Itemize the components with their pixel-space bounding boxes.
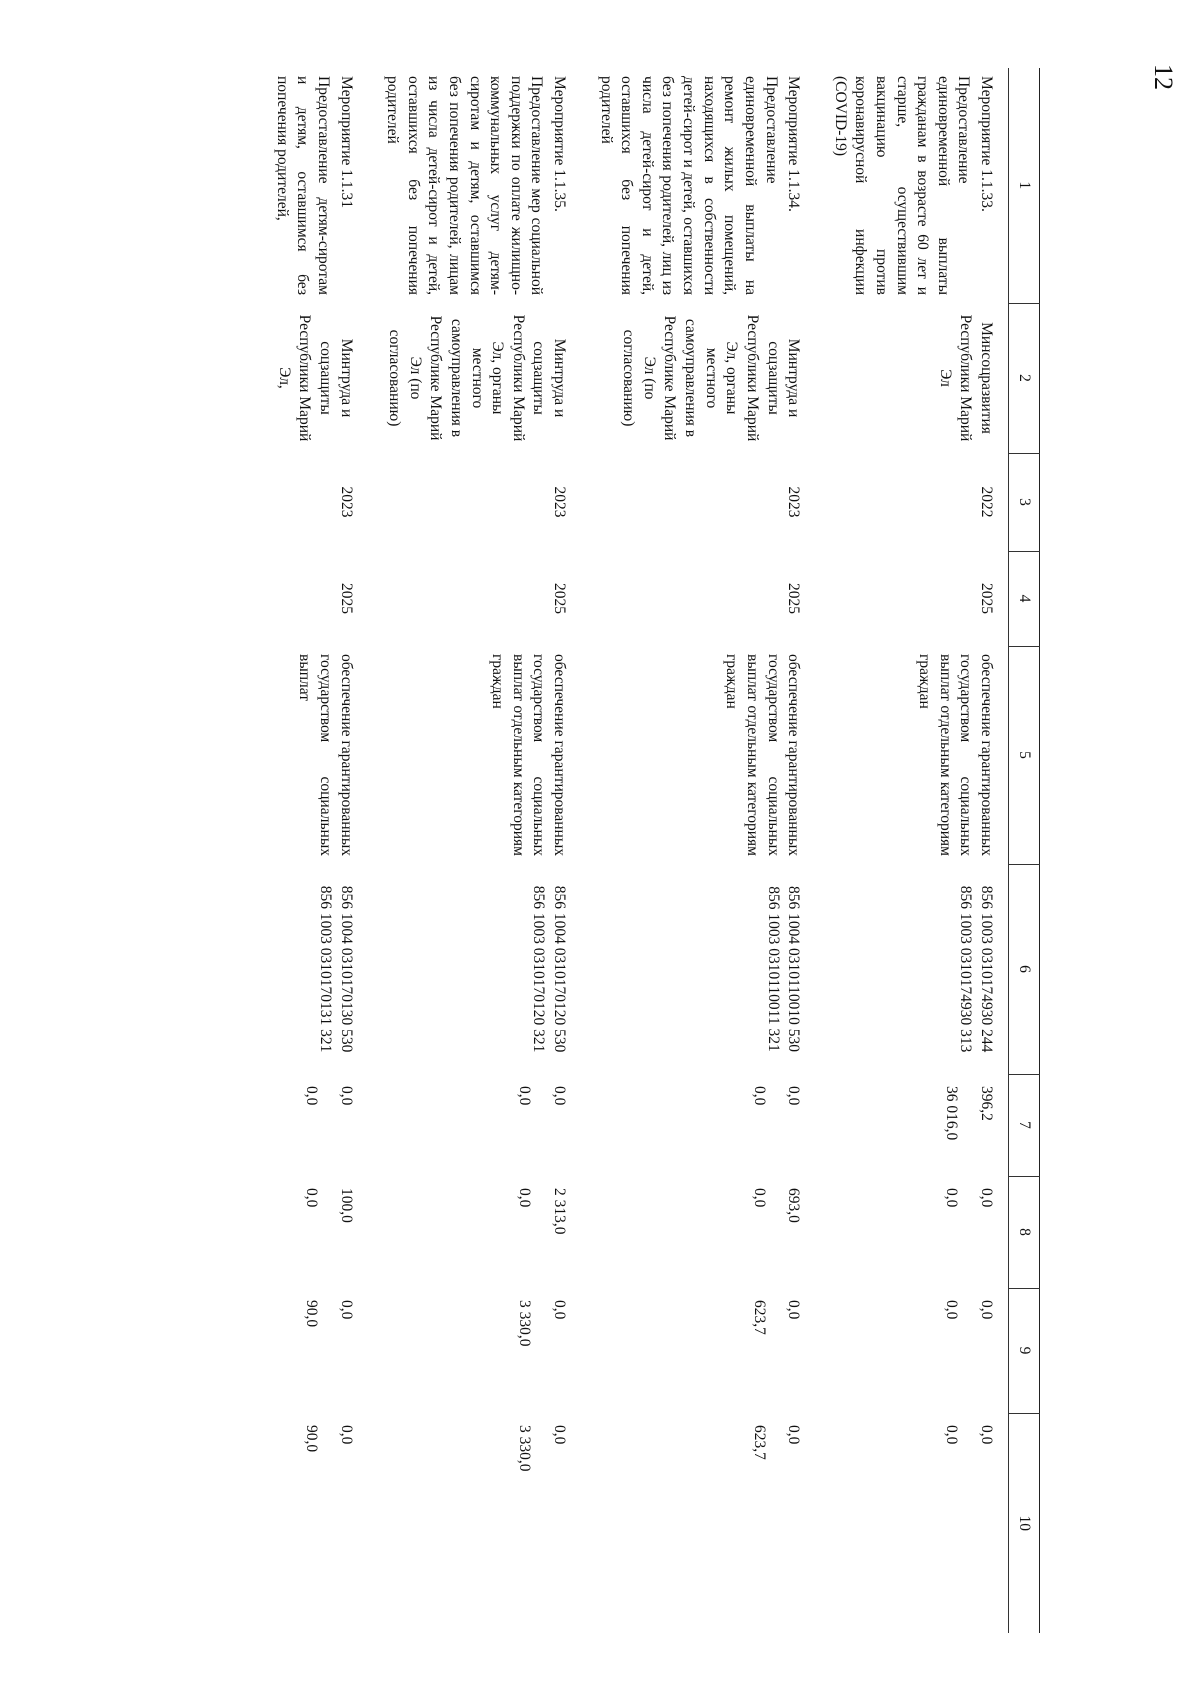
end-year-cell: 2025 [337,583,355,614]
table-row [257,68,367,1633]
value: 0,0 [516,1086,534,1106]
budget-code: 856 1003 0310174930 244 [978,885,995,1053]
measure-title: Мероприятие 1.1.34. [785,76,803,212]
budget-code-cell [368,864,581,1074]
value: 0,0 [337,1425,355,1445]
page-number: 12 [1149,64,1178,90]
value: 0,0 [302,1086,320,1106]
value: 0,0 [785,1425,803,1445]
direction-cell: обеспечение гарантированных государством социальных выплат [296,654,355,856]
value-cell-col7 [581,1074,815,1176]
column-header: 9 [1009,1288,1040,1413]
value-cell-col10 [257,1413,367,1633]
measure-title: Мероприятие 1.1.31 [337,76,355,208]
column-header: 6 [1009,864,1040,1074]
value: 3 330,0 [516,1425,534,1472]
column-header: 7 [1009,1074,1040,1176]
budget-code: 856 1003 0310174930 313 [957,885,975,1053]
budget-code-cell [815,864,1008,1074]
value-cell-col10 [368,1413,581,1633]
executor-cell: Минтруда и соцзащиты Республики Марий Эл, органы местного самоуправления в Республике Марий Эл (по согласованию) [620,314,803,442]
column-header: 5 [1009,646,1040,864]
budget-code: 856 1003 0310170131 321 [316,885,334,1053]
value: 0,0 [516,1188,534,1208]
measure-description: Предоставление мер социальной поддержки по оплате жилищно-коммунальных услуг детям-сиротам и детям, оставшимся без попечения родителей, лицам из числа детей-сирот и детей, оставшихся без попечения родителей [384,76,546,295]
value-cell-col8 [815,1176,1008,1288]
value-cell-col9 [368,1288,581,1413]
value: 623,7 [750,1300,768,1335]
measure-description: Предоставление единовременной выплаты на ремонт жилых помещений, находящихся в собственности детей-сирот и детей, оставшихся без попечения родителей, лиц из числа детей-сирот и детей, оставшихся без попечения родителей [597,76,780,295]
table-row [581,68,815,1633]
value: 0,0 [978,1188,995,1208]
column-header: 1 [1009,68,1040,303]
value: 0,0 [978,1300,995,1320]
program-measures-table [257,68,1040,1633]
measure-cell [581,68,815,303]
budget-code: 856 1003 0310110011 321 [764,886,782,1052]
table-row [368,68,581,1633]
measure-cell [815,68,1008,303]
column-header: 2 [1009,303,1040,453]
measure-description: Предоставление единовременной выплаты гражданам в возрасте 60 лет и старше, осуществившим вакцинацию против коронавирусной инфекции (COVID-19) [831,76,973,295]
value: 0,0 [943,1188,961,1208]
direction-cell: обеспечение гарантированных государством социальных выплат отдельным категориям граждан [489,654,569,856]
executor-cell: Минсоцразвития Республики Марий Эл [936,314,995,442]
value: 2 313,0 [551,1188,569,1235]
budget-code-cell [581,864,815,1074]
value-cell-col7 [257,1074,367,1176]
value: 100,0 [337,1188,355,1223]
value: 90,0 [302,1425,320,1453]
value: 396,2 [978,1086,995,1121]
start-year-cell: 2023 [785,486,803,518]
column-header: 4 [1009,551,1040,646]
value: 36 016,0 [943,1086,961,1141]
value-cell-col8 [368,1176,581,1288]
value: 3 330,0 [516,1300,534,1347]
start-year-cell: 2022 [978,486,995,518]
value-cell-col8 [257,1176,367,1288]
value: 0,0 [943,1425,961,1445]
measure-title: Мероприятие 1.1.33. [978,76,995,212]
value-cell-col9 [815,1288,1008,1413]
measure-description: Предоставление детям-сиротам и детям, оставшимся без попечения родителей, [273,76,332,295]
budget-code-cell [257,864,367,1074]
value: 0,0 [750,1086,768,1106]
column-number-header-row [1009,68,1040,1633]
start-year-cell: 2023 [337,486,355,518]
value-cell-col7 [368,1074,581,1176]
value: 90,0 [302,1300,320,1328]
end-year-cell: 2025 [785,583,803,614]
measure-cell [368,68,581,303]
value-cell-col8 [581,1176,815,1288]
value-cell-col9 [257,1288,367,1413]
value-cell-col7 [815,1074,1008,1176]
column-header: 8 [1009,1176,1040,1288]
direction-cell: обеспечение гарантированных государством социальных выплат отдельным категориям граждан [723,654,803,856]
value-cell-col10 [581,1413,815,1633]
value: 693,0 [785,1188,803,1223]
start-year-cell: 2023 [551,486,569,518]
table-row [815,68,1008,1633]
measure-cell [257,68,367,303]
value-cell-col10 [815,1413,1008,1633]
budget-code: 856 1004 0310110010 530 [785,885,803,1053]
value: 0,0 [551,1425,569,1445]
end-year-cell: 2025 [551,583,569,614]
value: 0,0 [302,1188,320,1208]
budget-code: 856 1004 0310170130 530 [337,885,355,1053]
end-year-cell: 2025 [978,583,995,614]
executor-cell: Минтруда и соцзащиты Республики Марий Эл, [275,314,355,442]
rotated-table-wrapper [200,68,1040,1633]
value: 0,0 [551,1300,569,1320]
value: 0,0 [750,1188,768,1208]
value: 0,0 [785,1086,803,1106]
column-header: 10 [1009,1413,1040,1633]
measure-title: Мероприятие 1.1.35. [551,76,569,212]
executor-cell: Минтруда и соцзащиты Республики Марий Эл, органы местного самоуправления в Республике Марий Эл (по согласованию) [386,314,569,442]
value: 623,7 [750,1425,768,1460]
value: 0,0 [978,1425,995,1445]
value: 0,0 [785,1300,803,1320]
budget-code: 856 1003 0310170120 321 [530,885,548,1053]
budget-code: 856 1004 0310170120 530 [551,885,569,1053]
value: 0,0 [943,1300,961,1320]
column-header: 3 [1009,453,1040,551]
direction-cell: обеспечение гарантированных государством социальных выплат отдельным категориям граждан [916,654,995,856]
value-cell-col9 [581,1288,815,1413]
value: 0,0 [337,1086,355,1106]
value: 0,0 [551,1086,569,1106]
value: 0,0 [337,1300,355,1320]
